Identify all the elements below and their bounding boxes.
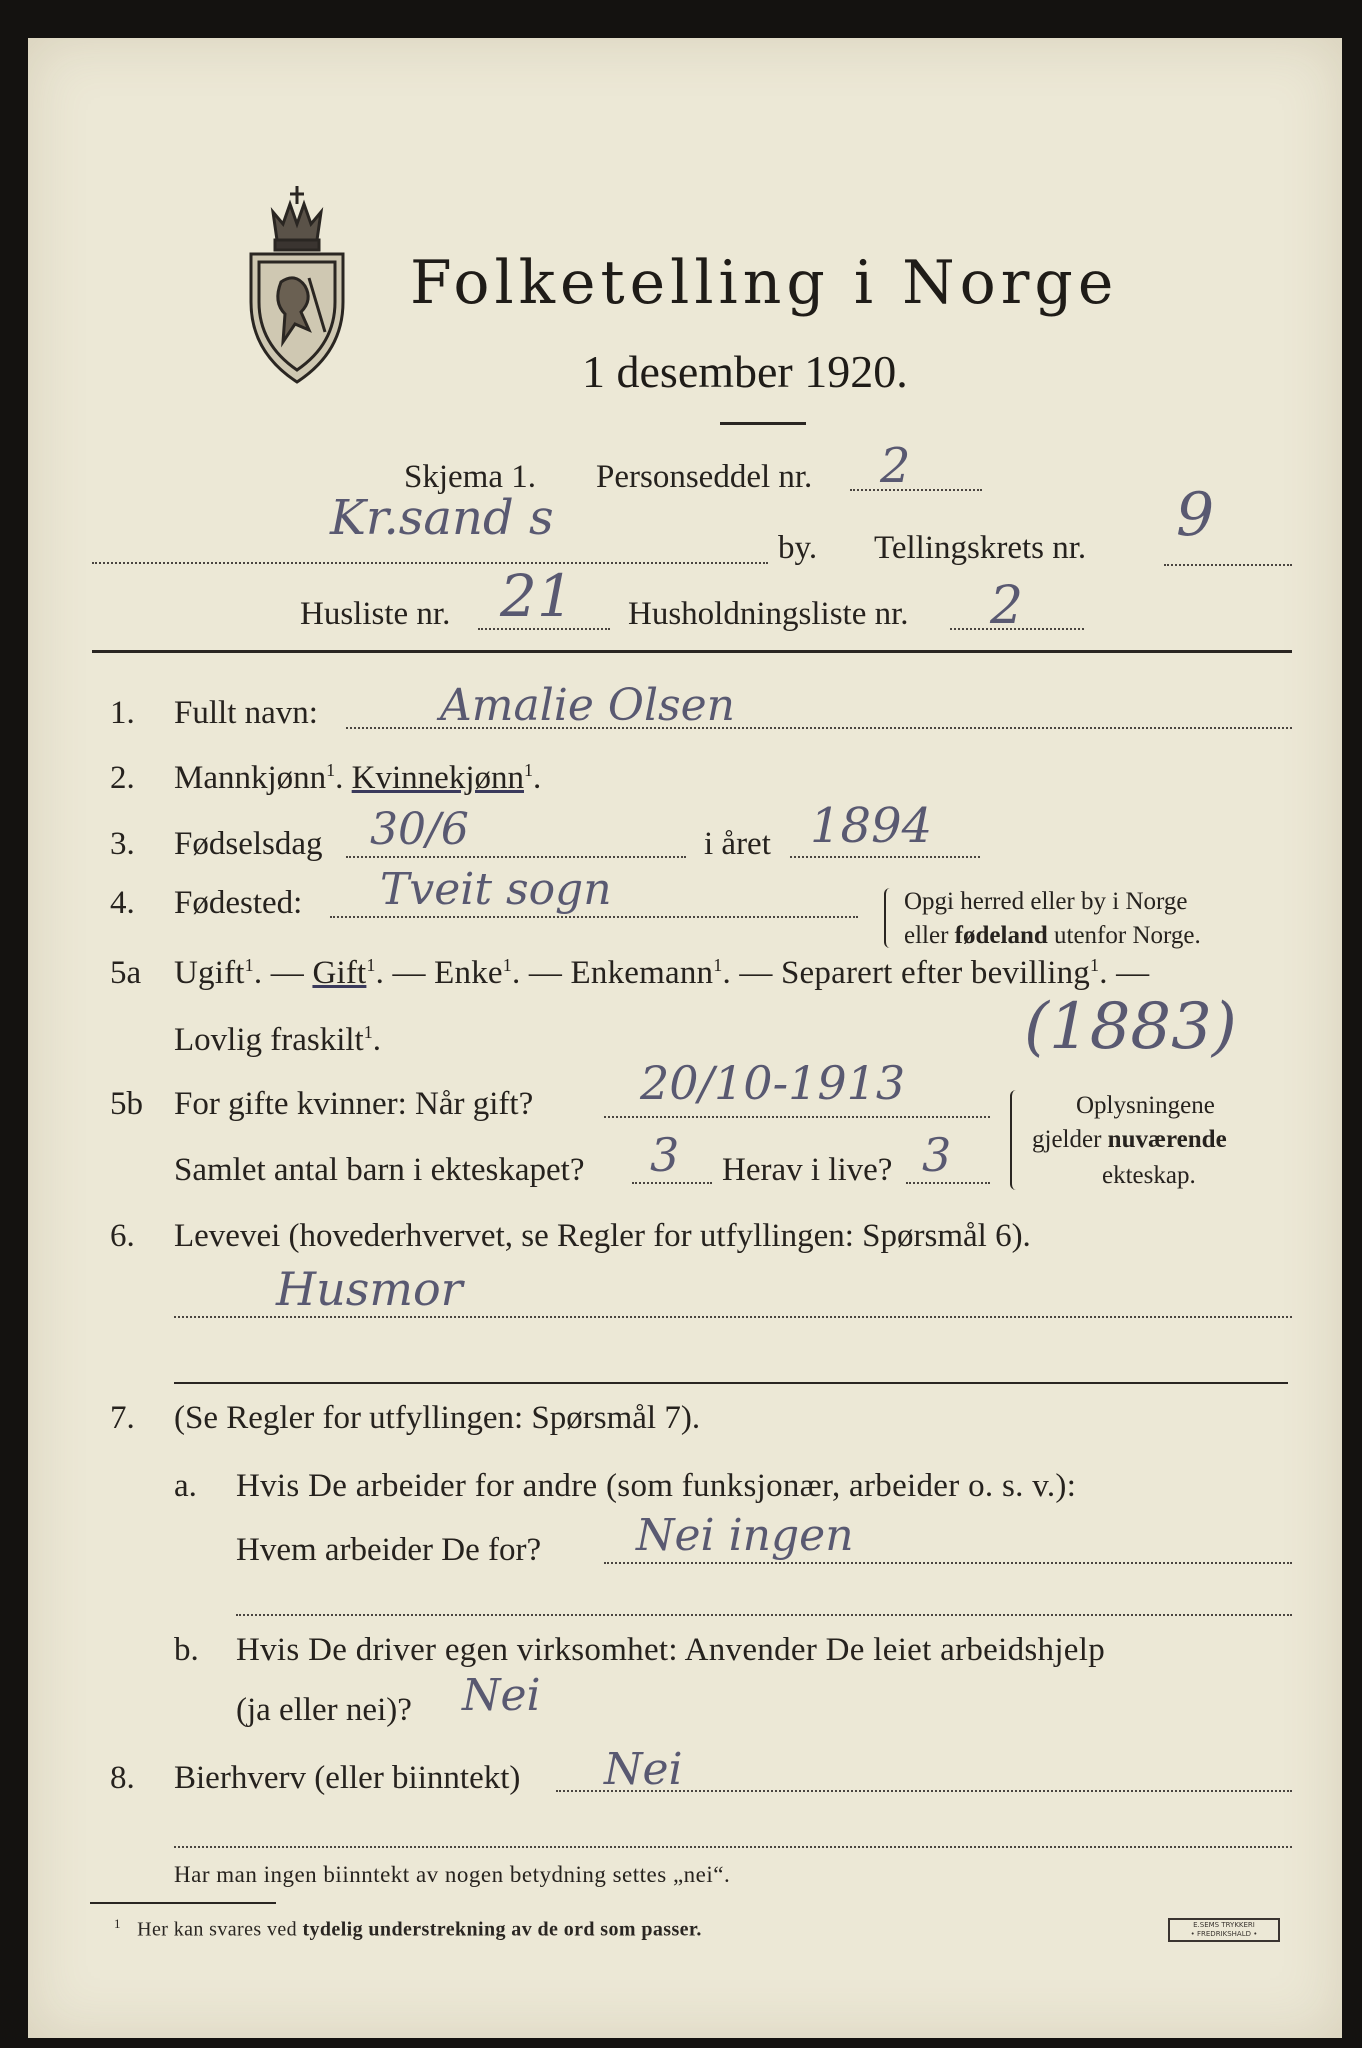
q5b-label2: Samlet antal barn i ekteskapet? <box>174 1152 585 1188</box>
q5b-note2: gjelder nuværende <box>1032 1126 1227 1153</box>
by-value: Kr.sand s <box>330 490 554 546</box>
q8-extra-line <box>174 1846 1292 1848</box>
q6-line1 <box>174 1316 1292 1318</box>
q7b-value: Nei <box>462 1670 541 1721</box>
q5b-line2 <box>632 1182 712 1184</box>
tellingskrets-line <box>1164 564 1292 566</box>
form-date: 1 desember 1920. <box>582 346 908 397</box>
q7a-line1: Hvis De arbeider for andre (som funksjonær, arbeider o. s. v.): <box>236 1468 1077 1504</box>
q5b-note1: Oplysningene <box>1076 1092 1215 1119</box>
q7a-value: Nei ingen <box>636 1510 854 1561</box>
q8-value: Nei <box>604 1744 683 1795</box>
q5b-value1: 20/10-1913 <box>640 1056 906 1110</box>
q3-year-line <box>790 856 980 858</box>
footnote: $^1$ Her kan svares ved tydelig understrekning av de ord som passer. <box>114 1916 702 1941</box>
q3-number: 3. <box>110 826 135 862</box>
q5b-line1 <box>604 1116 990 1118</box>
q8-number: 8. <box>110 1760 135 1796</box>
q5b-line3 <box>906 1182 990 1184</box>
q1-label: Fullt navn: <box>174 695 318 731</box>
q5b-value3: 3 <box>922 1128 952 1182</box>
q3-line <box>346 856 686 858</box>
q1-value: Amalie Olsen <box>440 680 736 731</box>
q2-male-option: Mannkjønn <box>174 760 327 796</box>
personseddel-value: 2 <box>880 438 911 494</box>
q8-label: Bierhverv (eller biinntekt) <box>174 1760 521 1796</box>
header-divider <box>92 650 1292 653</box>
printer-stamp: E.SEMS TRYKKERI • FREDRIKSHALD • <box>1168 1918 1280 1942</box>
norwegian-coat-of-arms-icon <box>243 182 351 388</box>
form-title: Folketelling i Norge <box>410 248 1119 318</box>
q5b-label1: For gifte kvinner: Når gift? <box>174 1086 534 1122</box>
q2-female-option: Kvinnekjønn <box>351 760 524 796</box>
q6-number: 6. <box>110 1218 135 1254</box>
q7b-letter: b. <box>174 1632 199 1668</box>
q5b-note3: ekteskap. <box>1102 1162 1196 1189</box>
q7-number: 7. <box>110 1400 135 1436</box>
q7a-letter: a. <box>174 1468 197 1504</box>
q3-year-label: i året <box>704 826 771 862</box>
q7b-line1: Hvis De driver egen virksomhet: Anvender De leiet arbeidshjelp <box>236 1632 1106 1668</box>
biinntekt-note: Har man ingen biinntekt av nogen betydning settes „nei“. <box>174 1862 731 1887</box>
q5a-gift-option: Gift <box>312 955 367 991</box>
q5b-value2: 3 <box>650 1128 680 1182</box>
q7a-answer-line <box>604 1562 1292 1564</box>
q7a-line2: Hvem arbeider De for? <box>236 1532 542 1568</box>
q7b-line2: (ja eller nei)? <box>236 1692 412 1728</box>
husholdningsliste-value: 2 <box>990 576 1024 636</box>
personseddel-line <box>850 489 982 491</box>
q5b-brace <box>1010 1090 1022 1190</box>
q3-year-value: 1894 <box>810 798 933 854</box>
footnote-divider <box>90 1902 276 1904</box>
tellingskrets-label: Tellingskrets nr. <box>874 530 1087 566</box>
by-line <box>92 562 768 564</box>
title-divider <box>720 422 806 425</box>
q4-note-line1: Opgi herred eller by i Norge <box>904 888 1188 915</box>
q4-brace <box>884 888 896 948</box>
by-label: by. <box>778 530 818 566</box>
q5b-label3: Herav i live? <box>722 1152 893 1188</box>
husholdningsliste-label: Husholdningsliste nr. <box>628 596 909 632</box>
skjema-label: Skjema 1. <box>404 459 536 495</box>
q6-label: Levevei (hovederhvervet, se Regler for utfyllingen: Spørsmål 6). <box>174 1218 1031 1254</box>
q5a-line2: Lovlig fraskilt$^1$. <box>174 1022 381 1058</box>
husliste-label: Husliste nr. <box>300 596 451 632</box>
q7a-extra-line <box>236 1614 1292 1616</box>
q6-line2 <box>174 1382 1288 1384</box>
q4-note-line2: eller fødeland utenfor Norge. <box>904 922 1201 949</box>
q3-value: 30/6 <box>370 804 469 855</box>
q2-number: 2. <box>110 760 135 796</box>
q5a-options: Ugift$^1$. — Gift$^1$. — Enke$^1$. — Enkemann$^1$. — Separert efter bevilling$^1$. — <box>174 955 1150 991</box>
q4-label: Fødested: <box>174 885 303 921</box>
husliste-value: 21 <box>500 562 574 630</box>
q1-number: 1. <box>110 695 135 731</box>
tellingskrets-value: 9 <box>1176 480 1215 550</box>
q5a-margin-note: (1883) <box>1024 990 1237 1064</box>
q2-options: Mannkjønn$^1$. Kvinnekjønn$^1$. <box>174 760 542 796</box>
q3-label: Fødselsdag <box>174 826 323 862</box>
q4-value: Tveit sogn <box>380 864 612 915</box>
q6-value: Husmor <box>276 1262 463 1316</box>
q4-number: 4. <box>110 885 135 921</box>
q5b-number: 5b <box>110 1086 143 1122</box>
q5a-number: 5a <box>110 955 142 991</box>
q7-label: (Se Regler for utfyllingen: Spørsmål 7). <box>174 1400 701 1436</box>
personseddel-label: Personseddel nr. <box>596 459 813 495</box>
q4-line <box>330 916 858 918</box>
